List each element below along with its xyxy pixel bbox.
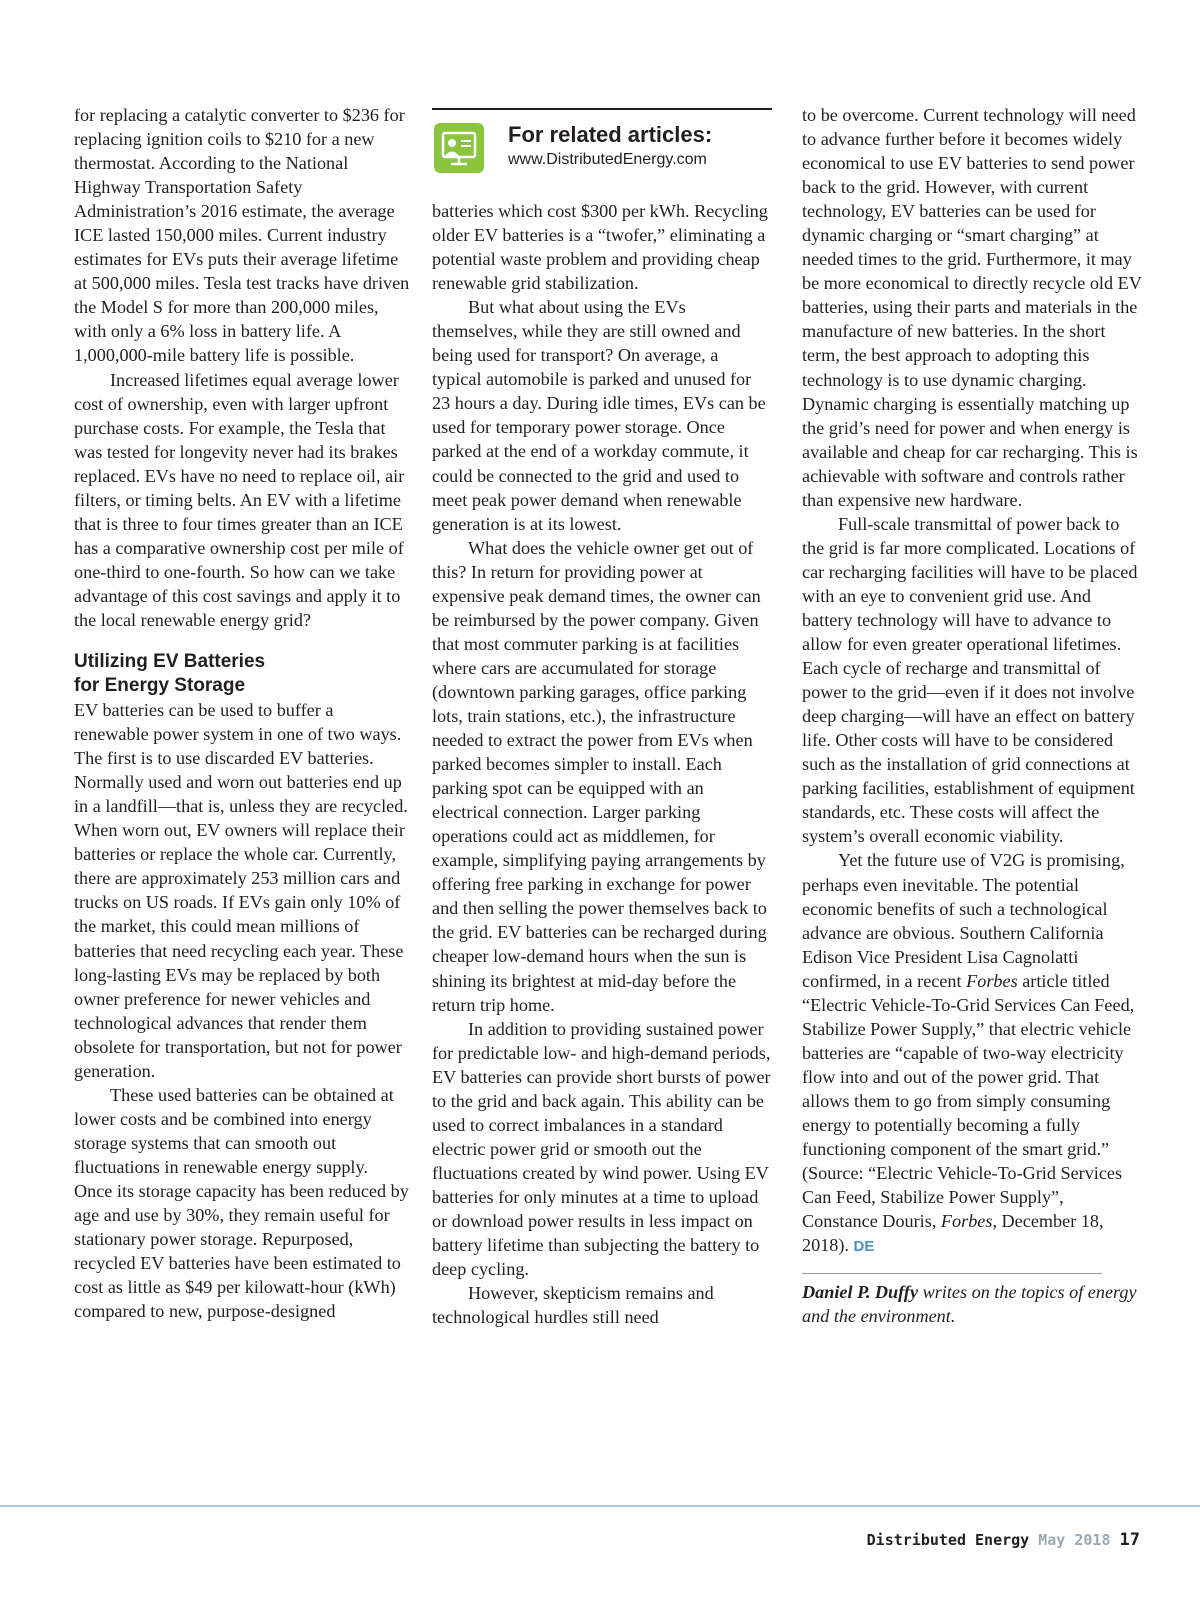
paragraph: But what about using the EVs themselves, while they are still owned and being used for transport? On average, a typical automobile is parked and unused for 23 hours a day. During idle times, EVs can be used for temporary power storage. Once parked at the end of a workday commute, it could be connected to the grid and used to meet peak power demand when renewable generation is at its lowest. — [432, 297, 766, 534]
column-2 — [432, 103, 772, 1329]
related-articles-link[interactable]: www.DistributedEnergy.com — [508, 151, 707, 168]
footer-rule — [0, 1505, 1200, 1507]
paragraph: However, skepticism remains and technological hurdles still need — [432, 1283, 714, 1328]
paragraph: These used batteries can be obtained at lower costs and be combined into energy storage systems that can smooth out fluctuations in renewable energy supply. Once its storage capacity has been reduced by age and use by 30%, they remain useful for stationary power storage. Repurposed, recycled EV batteries have been estimated to cost as little as $49 per kilowatt-hour (kWh) compared to new, purpose-designed — [74, 1084, 409, 1322]
related-box-spacer — [432, 103, 772, 199]
paragraph: to be overcome. Current technology will need to advance further before it becomes widely economical to use EV batteries to send power back to the grid. However, with current technology, EV batteries can be used for dynamic charging or “smart charging” at needed times to the grid. Furthermore, it may be more economical to directly recycle old EV batteries, using their parts and materials in the manufacture of new batteries. In the short term, the best approach to adopting this technology is to use dynamic charging. Dynamic charging is essentially matching up the grid’s need for power and when energy is available and cheap for car recharging. This is achievable with software and controls rather than expensive new hardware. — [802, 105, 1142, 510]
section-heading-line-2: for Energy Storage — [74, 675, 246, 697]
paragraph: In addition to providing sustained power for predictable low- and high-demand periods, EV batteries can provide short bursts of power to the grid and back again. This ability can be used to correct imbalances in a standard electric power grid or smooth out the fluctuations created by wind power. Using EV batteries for only minutes at a time to upload or download power results in less impact on battery lifetime than subjecting the battery to deep cycling. — [432, 1018, 771, 1280]
column-3 — [802, 103, 1142, 1328]
author-bio — [802, 1280, 1142, 1328]
publication-name: Forbes — [940, 1211, 993, 1232]
section-heading — [74, 650, 410, 698]
end-mark: DE — [853, 1238, 875, 1256]
section-heading-line-1: Utilizing EV Batteries — [74, 651, 266, 673]
related-articles-title: For related articles: — [508, 122, 713, 147]
paragraph: Increased lifetimes equal average lower cost of ownership, even with larger upfront purchase costs. For example, the Tesla that was tested for longevity never had its brakes replaced. EVs have no need to replace oil, air filters, or timing belts. An EV with a lifetime that is three to four times greater than an ICE has a comparative ownership cost per mile of one-third to one-fourth. So how can we take advantage of this cost savings and apply it to the local renewable energy grid? — [74, 369, 405, 630]
column-1 — [74, 103, 410, 1323]
page-footer — [867, 1530, 1140, 1550]
paragraph-text: , December 18, 2018). — [802, 1211, 1104, 1256]
paragraph: What does the vehicle owner get out of this? In return for providing power at expensive peak demand times, the owner can be reimbursed by the power company. Given that most commuter parking is at facilities where cars are accumulated for storage (downtown parking garages, office parking lots, train stations, etc.), the infrastructure needed to extract the power from EVs when parked becomes simpler to install. Each parking spot can be equipped with an electrical connection. Larger parking operations could act as middlemen, for example, simplifying paying arrangements by offering free parking in exchange for power and then selling the power themselves back to the grid. EV batteries can be recharged during cheaper low-demand hours when the sun is shining its brightest at mid-day before the return trip home. — [432, 537, 767, 1015]
publication-name: Forbes — [966, 970, 1018, 991]
paragraph: Full-scale transmittal of power back to the grid is far more complicated. Locations of car recharging facilities will have to be placed with an eye to convenient grid use. And battery technology will have to advance to allow for even greater operational lifetimes. Each cycle of recharge and transmittal of power to the grid—even if it does not involve deep charging—will have an effect on battery life. Other costs will have to be considered such as the installation of grid connections at parking facilities, establishment of equipment standards, etc. These costs will affect the system’s overall economic viability. — [802, 513, 1138, 847]
page-number: 17 — [1119, 1530, 1140, 1550]
paragraph: for replacing a catalytic converter to $236 for replacing ignition coils to $210 for a new thermostat. According to the National Highway Transportation Safety Administration’s 2016 estimate, the average ICE lasted 150,000 miles. Current industry estimates for EVs puts their average lifetime at 500,000 miles. Tesla test tracks have driven the Model S for more than 200,000 miles, with only a 6% loss in battery life. A 1,000,000-mile battery life is possible. — [74, 105, 410, 366]
author-bio-text: writes on the topics of energy and the environment. — [802, 1282, 1137, 1327]
divider — [802, 1273, 1102, 1274]
publication-title: Distributed Energy — [866, 1531, 1030, 1549]
paragraph: batteries which cost $300 per kWh. Recycling older EV batteries is a “twofer,” eliminating a potential waste problem and providing cheap renewable grid stabilization. — [432, 201, 768, 294]
issue-date: May 2018 — [1038, 1531, 1111, 1549]
paragraph — [802, 848, 1142, 1259]
author-name: Daniel P. Duffy — [802, 1282, 919, 1303]
paragraph-text: article titled “Electric Vehicle-To-Grid Services Can Feed, Stabilize Power Supply,” that electric vehicle batteries are “capable of two-way electricity flow into and out of the power grid. That allows them to go from simply consuming energy to potentially becoming a fully functioning component of the smart grid.” (Source: “Electric Vehicle-To-Grid Services Can Feed, Stabilize Power Supply”, Constance Douris, — [802, 970, 1135, 1232]
paragraph-text: Yet the future use of V2G is promising, perhaps even inevitable. The potential economic benefits of such a technological advance are obvious. Southern California Edison Vice President Lisa Cagnolatti confirmed, in a recent — [802, 850, 1125, 991]
paragraph: EV batteries can be used to buffer a renewable power system in one of two ways. The first is to use discarded EV batteries. Normally used and worn out batteries end up in a landfill—that is, unless they are recycled. When worn out, EV owners will replace their batteries or replace the whole car. Currently, there are approximately 253 million cars and trucks on US roads. If EVs gain only 10% of the market, this could mean millions of batteries that need recycling each year. These long-lasting EVs may be replaced by both owner preference for newer vehicles and technological advances that render them obsolete for transportation, but not for power generation. — [74, 700, 408, 1081]
